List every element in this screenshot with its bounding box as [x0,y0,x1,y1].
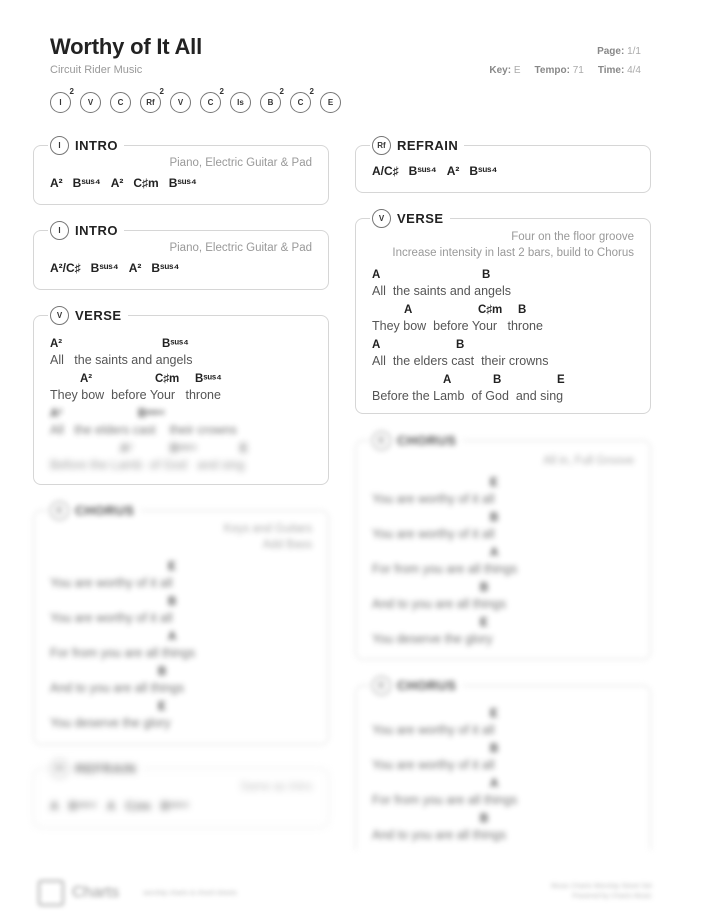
page-label: Page: [597,46,625,57]
lyric-line [372,708,662,742]
section-badge: C [50,501,69,520]
chord: A [168,631,177,643]
roadmap-item[interactable] [50,87,74,113]
lyric-text: You are worthy of it all [372,527,495,541]
lyric-line [50,443,340,477]
section-intro [33,223,329,290]
section-note [392,229,634,261]
roadmap-label: V [177,98,184,107]
lyric-text: They bow before Your throne [372,319,543,333]
section-badge: V [372,209,391,228]
section-badge: C [372,431,391,450]
chord: A² [80,373,93,385]
section-verse [355,211,651,414]
section-name: CHORUS [75,503,135,518]
section-chorus [33,503,329,745]
brand-logo-icon [38,880,64,906]
chord-row [50,261,179,275]
roadmap-label: B [267,98,274,107]
section-badge: I [50,136,69,155]
lyric-text: And to you are all things [50,681,185,695]
chord: A [106,799,116,813]
lyric-line [50,631,340,665]
roadmap-label: C [297,98,304,107]
lyric-line [372,617,662,651]
chord: B [480,813,489,825]
lyric-line [372,477,662,511]
chord: B [493,374,502,386]
lyric-line [372,582,662,616]
chord: Bˢᵘˢ⁴ [90,261,119,275]
lyric-text: You are worthy of it all [50,576,173,590]
chord: Bˢᵘˢ⁴ [160,799,189,813]
roadmap-repeat-count: 2 [69,87,74,96]
roadmap-item[interactable] [140,87,164,113]
lyric-line [372,547,662,581]
note-line: Add Bass [262,539,312,551]
roadmap-item[interactable] [320,92,341,113]
roadmap-label: C [207,98,214,107]
lyric-text: You are worthy of it all [372,723,495,737]
roadmap-repeat-count: 2 [159,87,164,96]
chord: A [490,778,499,790]
chord: B [490,512,499,524]
brand-tagline: worship charts & chord sheets [143,889,237,897]
roadmap-label: Rf [146,98,155,107]
chord: E [490,708,498,720]
section-badge: Rf [50,759,69,778]
note-line: Four on the floor groove [511,231,634,243]
chord: A/C♯ [372,164,399,178]
lyric-text: All the saints and angels [372,284,511,298]
section-name: CHORUS [397,433,457,448]
section-name: VERSE [75,308,122,323]
chord-row [50,176,197,190]
chord: A [372,269,381,281]
roadmap-label: V [87,98,94,107]
chord: B [158,666,167,678]
roadmap-label: I [59,98,62,107]
chord: E [158,701,166,713]
footer-credits [551,882,652,902]
page-value: 1/1 [627,46,641,57]
chord: Bˢᵘˢ⁴ [195,373,222,385]
chord-row [50,799,189,813]
chord-row [372,164,497,178]
roadmap-repeat-count: 2 [309,87,314,96]
section-note [224,521,312,553]
chord: Bˢᵘˢ⁴ [162,338,189,350]
section-verse [33,308,329,485]
section-badge: V [50,306,69,325]
chord: Bˢᵘˢ⁴ [151,261,180,275]
chord: A² [110,176,124,190]
time-label: Time: [597,65,625,76]
section-note: Piano, Electric Guitar & Pad [169,157,312,169]
credit-line: Powered by Charts Music [572,893,652,900]
lyric-line [372,778,662,812]
chord: A² [128,261,142,275]
lyric-line [372,269,662,303]
chord: A [404,304,413,316]
roadmap-item[interactable] [170,92,191,113]
lyric-line [50,373,340,407]
section-chorus [355,678,651,850]
chord: E [240,443,248,455]
section-intro [33,138,329,205]
time-meta [598,65,641,76]
song-meta [489,65,641,76]
section-name: VERSE [397,211,444,226]
lyric-line [50,701,340,735]
chord: A² [50,338,63,350]
chord: C♯m [133,176,159,190]
lyric-text: You are worthy of it all [372,758,495,772]
key-value: E [513,65,521,76]
chord: B [480,582,489,594]
tempo-meta [535,65,584,76]
section-note: All in, Full Groove [543,455,634,467]
lyric-line [372,512,662,546]
roadmap-repeat-count: 2 [219,87,224,96]
chord: Bˢᵘˢ⁴ [469,164,498,178]
section-name: INTRO [75,223,118,238]
lyric-line [50,408,340,442]
lyric-text: All the elders cast their crowns [50,423,237,437]
roadmap-item[interactable] [110,92,131,113]
lyric-text: All the elders cast their crowns [372,354,549,368]
section-note: Same as Intro [240,781,312,793]
page-indicator [597,46,641,57]
note-line: Keys and Guitars [223,523,312,535]
chord: Bˢᵘˢ⁴ [68,799,97,813]
section-note: Piano, Electric Guitar & Pad [169,242,312,254]
chord: B [518,304,527,316]
lyric-line [372,339,662,373]
section-refrain [33,761,329,828]
song-artist: Circuit Rider Music [50,64,143,76]
brand-name: Charts [72,884,120,901]
chord: A [490,547,499,559]
lyric-line [50,561,340,595]
chord: E [168,561,176,573]
section-name: CHORUS [397,678,457,693]
song-title: Worthy of It All [50,34,203,59]
roadmap-item[interactable] [230,92,251,113]
section-badge: I [50,221,69,240]
chord: E [480,617,488,629]
roadmap-repeat-count: 2 [279,87,284,96]
lyric-text: You are worthy of it all [50,611,173,625]
section-name: REFRAIN [397,138,459,153]
chord: E [490,477,498,489]
footer-brand [38,880,237,906]
section-badge: Rf [372,136,391,155]
chord: A [443,374,452,386]
chord: A² [50,176,63,190]
chord: C♯m [155,373,180,385]
key-label: Key: [489,65,512,76]
section-name: REFRAIN [75,761,137,776]
section-refrain [355,138,651,193]
chord: A [50,799,59,813]
tempo-value: 71 [572,65,584,76]
lyric-text: And to you are all things [372,828,507,842]
time-value: 4/4 [627,65,641,76]
lyric-text: For from you are all things [50,646,196,660]
roadmap-label: Is [237,98,244,107]
chord: B [168,596,177,608]
section-name: INTRO [75,138,118,153]
roadmap-item[interactable] [290,87,314,113]
roadmap-item[interactable] [200,87,224,113]
lyric-text: You deserve the glory [50,716,171,730]
roadmap-item[interactable] [80,92,101,113]
chord: A [372,339,381,351]
lyric-text: All the saints and angels [50,353,193,367]
lyric-text: They bow before Your throne [50,388,221,402]
lyric-text: You deserve the glory [372,632,493,646]
chord: A² [446,164,460,178]
chord: A² [120,443,133,455]
note-line: Increase intensity in last 2 bars, build to Chorus [392,247,634,259]
section-badge: C [372,676,391,695]
lyric-line [372,743,662,777]
chord: Bˢᵘˢ⁴ [168,176,197,190]
lyric-text: Before the Lamb of God and sing [372,389,564,403]
roadmap-item[interactable] [260,87,284,113]
chord: Bˢᵘˢ⁴ [72,176,101,190]
song-roadmap [50,87,341,113]
chord: Bˢᵘˢ⁴ [408,164,437,178]
lyric-text: And to you are all things [372,597,507,611]
chord: A² [50,408,63,420]
lyric-text: For from you are all things [372,562,518,576]
lyric-text: For from you are all things [372,793,518,807]
credit-line: Music Charts Worship Sheet Set [550,883,652,890]
chord: Bˢᵘˢ⁴ [138,408,165,420]
key-meta [489,65,520,76]
chord: Bˢᵘˢ⁴ [170,443,197,455]
tempo-label: Tempo: [534,65,570,76]
lyric-line [372,374,662,408]
section-chorus [355,433,651,660]
chord: B [490,743,499,755]
chord: B [482,269,491,281]
lyric-line [50,338,340,372]
roadmap-label: C [117,98,124,107]
lyric-line [372,304,662,338]
roadmap-label: E [327,98,334,107]
chord: B [456,339,465,351]
lyric-text: You are worthy of it all [372,492,495,506]
lyric-line [50,596,340,630]
lyric-text: Before the Lamb of God and sing [50,458,245,472]
chord: A²/C♯ [50,261,81,275]
chord: E [557,374,565,386]
chord: C♯m [478,304,503,316]
chord: C♯m [125,799,151,813]
lyric-line [372,813,662,847]
lyric-line [50,666,340,700]
